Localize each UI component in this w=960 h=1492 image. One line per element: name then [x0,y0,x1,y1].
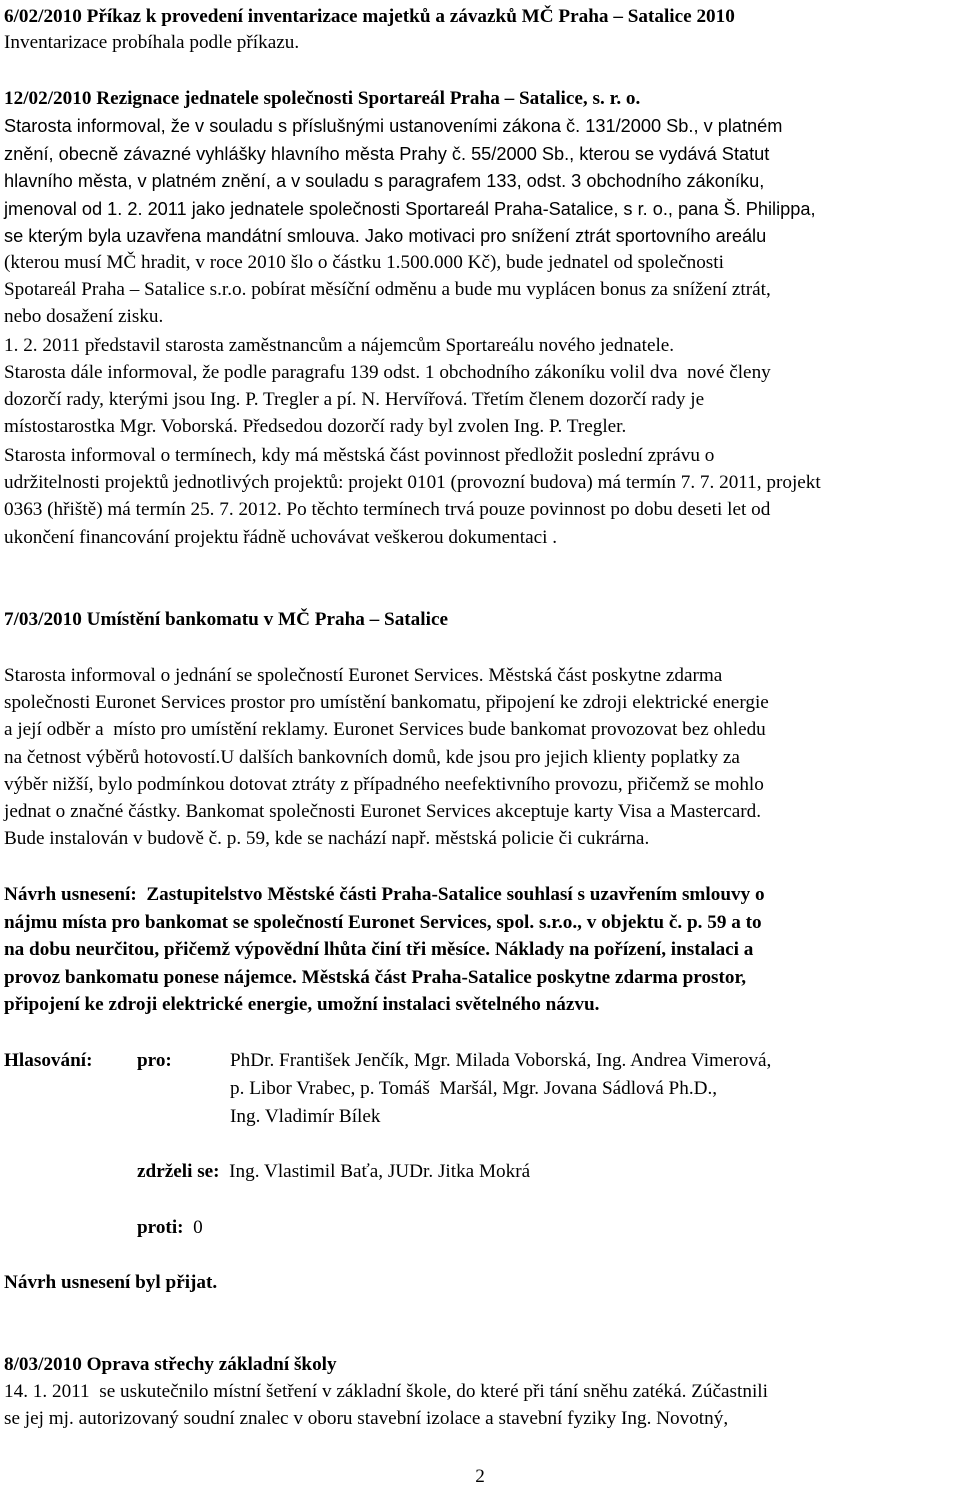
proposal-label: Návrh usnesení: [4,884,137,905]
paragraph-line: jmenoval od 1. 2. 2011 jako jednatele společnosti Sportareál Praha-Satalice, s r. o., pana Š. Philippa, [4,199,816,219]
vote-against-value: 0 [193,1217,203,1238]
paragraph-line: jednat o značné částky. Bankomat společnosti Euronet Services akceptuje karty Visa a Mastercard. [4,801,762,822]
vote-abstain-label: zdrželi se: [137,1161,220,1182]
paragraph-line: nebo dosažení zisku. [4,306,164,327]
paragraph-line: se jej mj. autorizovaný soudní znalec v oboru stavební izolace a stavební fyziky Ing. Novotný, [4,1408,729,1429]
paragraph-line: společnosti Euronet Services prostor pro umístění bankomatu, připojení ke zdroji elektrické energie [4,692,769,713]
paragraph-line: Starosta informoval o jednání se společností Euronet Services. Městská část poskytne zdarma [4,665,723,686]
proposal-line: nájmu místa pro bankomat se společností Euronet Services, spol. s.r.o., v objektu č. p. 59 a to [4,912,762,933]
paragraph-line: 0363 (hřiště) má termín 25. 7. 2012. Po těchto termínech trvá pouze povinnost po dobu deseti let od [4,499,771,520]
proposal-line: připojení ke zdroji elektrické energie, umožní instalaci světelného názvu. [4,994,600,1015]
paragraph-line: místostarostka Mgr. Voborská. Předsedou dozorčí rady byl zvolen Ing. P. Tregler. [4,416,627,437]
vote-against-label: proti: [137,1217,184,1238]
vote-against [137,1215,203,1241]
proposal-line: provoz bankomatu ponese nájemce. Městská část Praha-Satalice poskytne zdarma prostor, [4,967,747,988]
vote-pro-label: pro: [137,1050,172,1071]
vote-label: Hlasování: [4,1050,93,1071]
paragraph-line: Bude instalován v budově č. p. 59, kde se nachází např. městská policie či cukrárna. [4,828,650,849]
paragraph-line: Spotareál Praha – Satalice s.r.o. pobírat měsíční odměnu a bude mu vyplácen bonus za snížení ztrát, [4,279,771,300]
vote-abstain [137,1159,530,1185]
proposal-text: Zastupitelstvo Městské části Praha-Satalice souhlasí s uzavřením smlouvy o [146,884,765,905]
paragraph-line: (kterou musí MČ hradit, v roce 2010 šlo o částku 1.500.000 Kč), bude jednatel od společnosti [4,252,724,273]
vote-result: Návrh usnesení byl přijat. [4,1272,218,1293]
paragraph-line: 1. 2. 2011 představil starosta zaměstnancům a nájemcům Sportareálu nového jednatele. [4,335,675,356]
paragraph-line: a její odběr a místo pro umístění reklamy. Euronet Services bude bankomat provozovat bez ohledu [4,719,766,740]
paragraph-line: znění, obecně závazné vyhlášky hlavního města Prahy č. 55/2000 Sb., kterou se vydává Statut [4,144,770,164]
paragraph-line: ukončení financování projektu řádně uchovávat veškerou dokumentaci . [4,527,558,548]
proposal-line [4,882,765,908]
paragraph-line: se kterým byla uzavřena mandátní smlouva. Jako motivaci pro snížení ztrát sportovního areálu [4,226,767,246]
proposal-line: na dobu neurčitou, přičemž výpovědní lhůta činí tři měsíce. Náklady na pořízení, instalaci a [4,939,754,960]
vote-pro-names: PhDr. František Jenčík, Mgr. Milada Voborská, Ing. Andrea Vimerová, [230,1050,772,1071]
paragraph-line: dozorčí rady, kterými jsou Ing. P. Tregler a pí. N. Hervířová. Třetím členem dozorčí rady je [4,389,705,410]
item-title: 7/03/2010 Umístění bankomatu v MČ Praha – Satalice [4,609,448,630]
paragraph-line: na četnost výběrů hotovostí.U dalších bankovních domů, kde jsou pro jejich klienty poplatky za [4,747,740,768]
vote-abstain-names: Ing. Vlastimil Baťa, JUDr. Jitka Mokrá [229,1161,531,1182]
item-title: 12/02/2010 Rezignace jednatele společnosti Sportareál Praha – Satalice, s. r. o. [4,88,641,109]
paragraph-line: Starosta informoval o termínech, kdy má městská část povinnost předložit poslední zprávu o [4,445,715,466]
vote-pro-names: p. Libor Vrabec, p. Tomáš Maršál, Mgr. Jovana Sádlová Ph.D., [230,1078,718,1099]
page-number: 2 [475,1466,485,1487]
paragraph-line: Starosta dále informoval, že podle paragrafu 139 odst. 1 obchodního zákoníku volil dva nové členy [4,362,771,383]
item-title: 8/03/2010 Oprava střechy základní školy [4,1354,337,1375]
paragraph-line: Inventarizace probíhala podle příkazu. [4,32,300,53]
paragraph-line: Starosta informoval, že v souladu s příslušnými ustanoveními zákona č. 131/2000 Sb., v platném [4,116,783,136]
paragraph-line: udržitelnosti projektů jednotlivých projektů: projekt 0101 (provozní budova) má termín 7. 7. 2011, projekt [4,472,821,493]
paragraph-line: výběr nižší, bylo podmínkou dotovat ztráty z případného neefektivního provozu, přičemž se mohlo [4,774,764,795]
item-title: 6/02/2010 Příkaz k provedení inventarizace majetků a závazků MČ Praha – Satalice 2010 [4,6,735,27]
paragraph-line: 14. 1. 2011 se uskutečnilo místní šetření v základní škole, do které při tání sněhu zatéká. Zúčastnili [4,1381,768,1402]
vote-pro-names: Ing. Vladimír Bílek [230,1106,381,1127]
paragraph-line: hlavního města, v platném znění, a v souladu s paragrafem 133, odst. 3 obchodního zákoníku, [4,171,765,191]
